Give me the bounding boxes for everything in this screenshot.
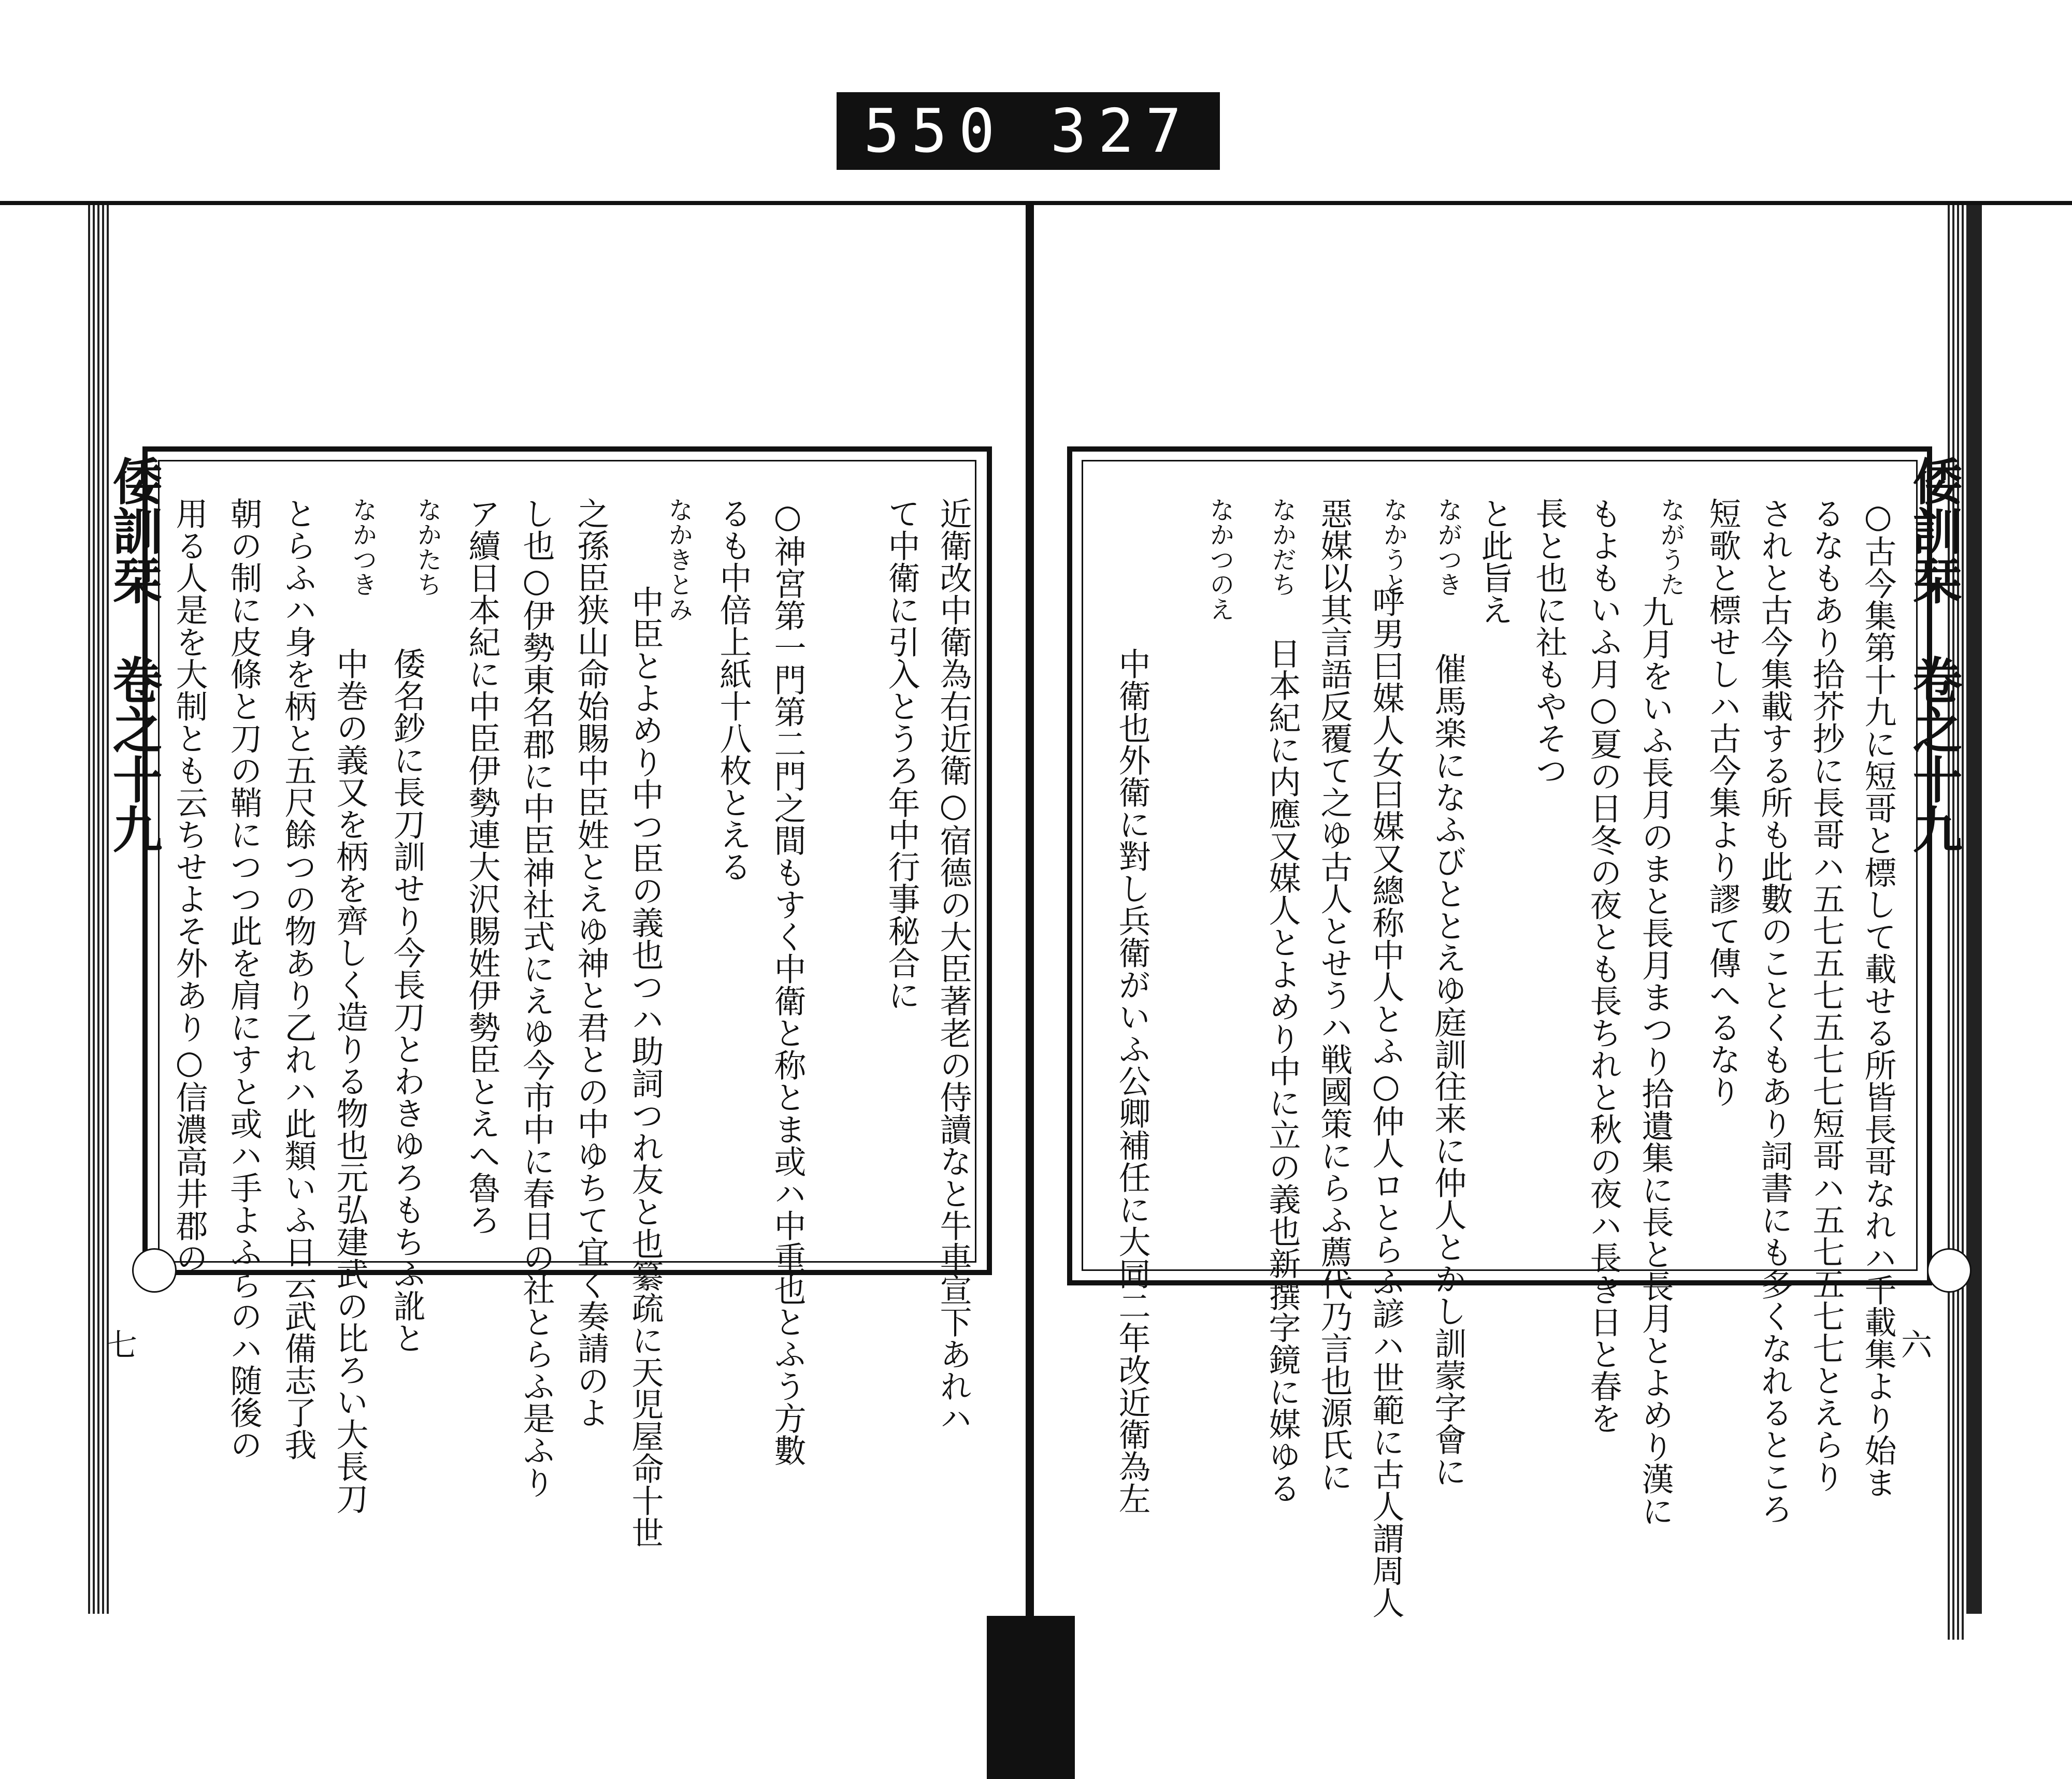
- accession-number-right: 327: [1050, 96, 1193, 166]
- accession-label: [837, 92, 1220, 170]
- left-column-12: 朝の制に皮條と刀の鞘につつ此を肩にすと或ハ手よふらのハ随後の: [225, 497, 263, 1460]
- right-column-10: 呼男曰媒人女曰媒又總称中人とふ○仲人ロとらふ諺ハ世範に古人謂周人: [1367, 585, 1405, 1618]
- right-column-5: 九月をいふ長月のまと長月まつり拾遺集に長と長月とよめり漢に: [1636, 596, 1674, 1527]
- right-column-4: 短歌と標せしハ古今集より謬て傳へるなり: [1704, 497, 1742, 1107]
- right-column-2: るなもあり拾芥抄に長哥ハ五七五七五七七短哥ハ五七五七七とえらり: [1807, 497, 1845, 1493]
- right-headword-2: ながつき: [1433, 497, 1462, 597]
- left-headword-3: なかつき: [348, 497, 377, 597]
- right-column-8: と此旨え: [1476, 497, 1514, 626]
- right-margin-title: 倭訓栞 卷之十九: [1905, 456, 1963, 854]
- book-spine-top-bar: [0, 201, 2072, 205]
- left-column-2: て中衛に引入とうろ年中行事秘合に: [883, 497, 920, 1011]
- left-column-5: 中臣とよめり中つ臣の義也つハ助詞つれ友と也纂疏に天児屋命十世: [626, 585, 664, 1549]
- right-headword-1: ながうた: [1656, 497, 1685, 597]
- right-headword-4: なかだち: [1268, 497, 1297, 597]
- left-column-10: 中巻の義又を柄を齊しく造りる物也元弘建武の比ろい大長刀: [331, 647, 369, 1514]
- left-column-4: るも中倍上紙十八枚とえる: [714, 497, 752, 883]
- left-column-3: ○神宮第一門第二門之間もすく中衛と称とま或ハ中重也とふう方數: [769, 497, 807, 1466]
- left-headword-2: なかたち: [413, 497, 442, 597]
- left-column-1: 近衛改中衛為右近衛○宿德の大臣著老の侍讀なと牛車宣下あれハ: [934, 497, 972, 1434]
- right-column-3: されと古今集載する所も此數のことくもあり詞書にも多くなれるところ: [1756, 497, 1793, 1525]
- left-column-8: ア續日本紀に中臣伊勢連大沢賜姓伊勢臣とえへ魯ろ: [463, 497, 501, 1236]
- left-folio: 七: [106, 1327, 137, 1364]
- right-column-9: 催馬楽になふびととえゆ庭訓往来に仲人とかし訓蒙字會に: [1429, 653, 1467, 1487]
- right-binding-notch: [1927, 1248, 1972, 1293]
- right-headword-3: なかうと: [1379, 497, 1408, 597]
- right-folio: 六: [1901, 1327, 1932, 1364]
- left-column-9: 倭名鈔に長刀訓せり今長刀とわきゆろもちふ訛と: [388, 647, 426, 1354]
- left-column-6: 之孫臣狭山命始賜中臣姓とえゆ神と君との中ゆちて宜く奏請のよ: [572, 497, 610, 1428]
- left-column-7: し也○伊勢東名郡に中臣神社式にえゆ今市中に春日の社とらふ是ふり: [517, 497, 555, 1498]
- accession-number-left: 550: [864, 96, 1006, 166]
- left-column-13: 用る人是を大制とも云ちせよそ外あり○信濃高井郡の: [170, 497, 208, 1274]
- gutter-shadow: [987, 1616, 1075, 1779]
- right-column-11: 惡媒以其言語反覆て之ゆ古人とせうハ戦國策にらふ薦代乃言也源氏に: [1315, 497, 1353, 1493]
- left-margin-title: 倭訓栞 卷之十九: [105, 456, 163, 854]
- left-headword-1: なかきとみ: [664, 497, 693, 621]
- right-page-edge: [1948, 205, 1966, 1640]
- right-column-7: 長と也に社もやそつ: [1530, 497, 1568, 786]
- left-page-edge: [88, 205, 109, 1614]
- right-column-12: 日本紀に内應又媒人とよめり中に立の義也新撰字鏡に媒ゆる: [1263, 637, 1301, 1504]
- left-column-11: とらふハ身を柄と五尺餘つの物あり乙れハ此類いふ日云武備志了我: [279, 497, 317, 1460]
- book-gutter: [1026, 201, 1034, 1625]
- right-column-13: 中衛也外衛に對し兵衛がいふ公卿補任に大同二年改近衛為左: [1113, 647, 1151, 1514]
- right-column-6: もよもいふ月○夏の日冬の夜とも長ちれと秋の夜ハ長き日と春を: [1585, 497, 1622, 1434]
- right-column-1: ○古今集第十九に短哥と標して載せる所皆長哥なれハ千載集より始ま: [1859, 497, 1897, 1498]
- right-headword-5: なかつのえ: [1205, 497, 1234, 621]
